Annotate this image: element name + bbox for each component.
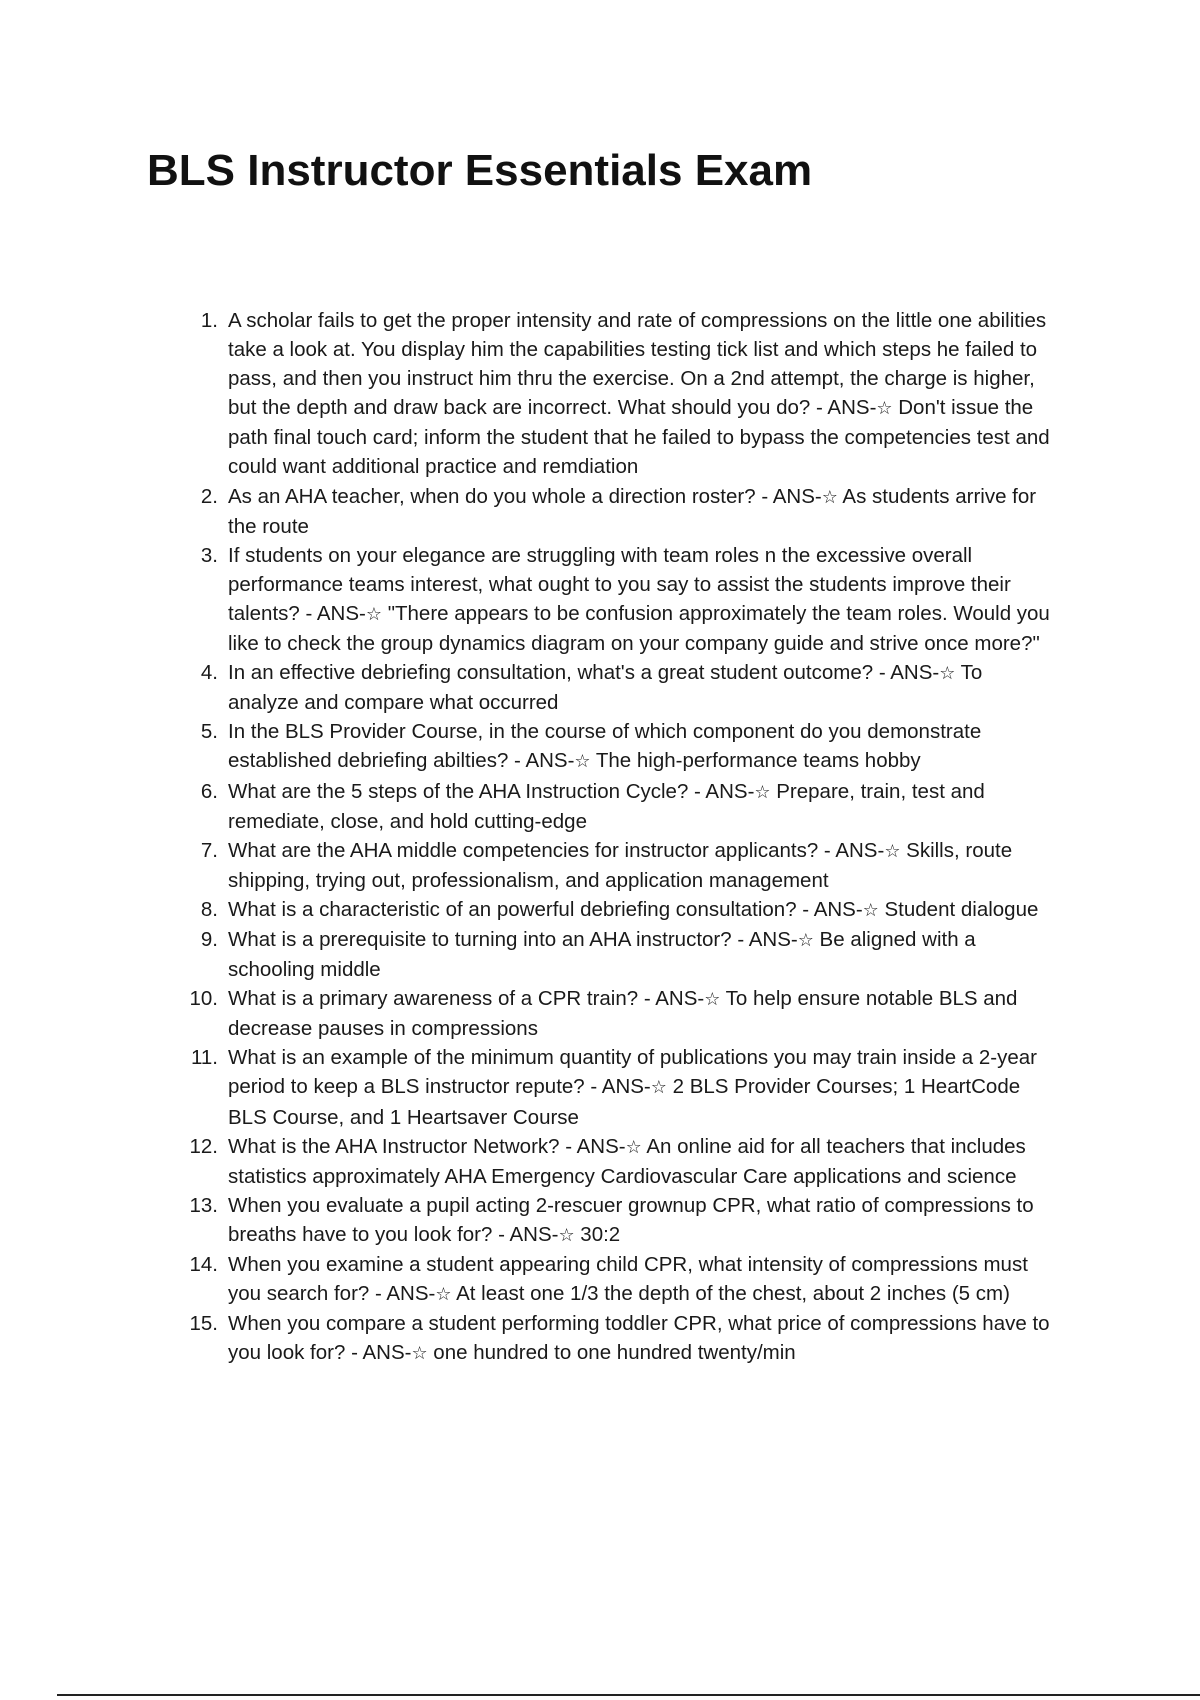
star-icon: ☆: [650, 1077, 667, 1098]
star-icon: ☆: [884, 840, 901, 861]
item-number: 7.: [200, 838, 218, 862]
star-icon: ☆: [558, 1224, 575, 1245]
answer-text: one hundred to one hundred twenty/min: [427, 1341, 796, 1365]
question-text: What are the 5 steps of the AHA Instruction Cycle? - ANS-: [228, 779, 755, 803]
item-text: [218, 836, 1058, 895]
list-item: [178, 895, 1058, 925]
item-text: [218, 1191, 1058, 1250]
item-text: [218, 777, 1058, 836]
answer-text: Prepare, train, test and remediate, close, and hold cutting-edge: [228, 779, 985, 833]
item-number: 12.: [189, 1134, 218, 1158]
item-text: [218, 925, 1058, 984]
star-icon: ☆: [574, 751, 591, 772]
list-item: [178, 925, 1058, 984]
item-number: 15.: [189, 1312, 218, 1336]
question-text: In the BLS Provider Course, in the course of which component do you demonstrate established debriefing abilties? - ANS-: [228, 720, 982, 773]
answer-text: The high-performance teams hobby: [590, 749, 921, 773]
question-text: When you evaluate a pupil acting 2-rescuer grownup CPR, what ratio of compressions to breaths have to you look for? - ANS-: [228, 1193, 1034, 1246]
answer-text: 2 BLS Provider Courses; 1 HeartCode BLS Course, and 1 Heartsaver Course: [228, 1075, 1021, 1129]
item-number: 10.: [189, 987, 218, 1011]
list-item: [178, 482, 1058, 541]
item-number: 3.: [200, 543, 218, 567]
list-item: [178, 777, 1058, 836]
answer-text: Be aligned with a schooling middle: [228, 927, 976, 982]
list-item: [178, 717, 1058, 776]
star-icon: ☆: [821, 486, 838, 507]
item-number: 11.: [191, 1046, 218, 1070]
question-text: A scholar fails to get the proper intensity and rate of compressions on the little one abilities take a look at. You display him the capabilities testing tick list and which steps he failed to pass, and then you instruct him thru the exercise. On a 2nd attempt, the charge is higher, but the depth and draw back are incorrect. What should you do? - ANS-: [228, 309, 1047, 420]
star-icon: ☆: [625, 1136, 642, 1157]
question-text: If students on your elegance are struggling with team roles n the excessive overall performance teams interest, what ought to you say to assist the students improve their talents? - ANS-: [228, 543, 1011, 625]
item-text: [218, 658, 1058, 717]
star-icon: ☆: [797, 929, 814, 950]
answer-text: "There appears to be confusion approximately the team roles. Would you like to check the group dynamics diagram on your company guide and strive once more?": [228, 601, 1050, 656]
item-number: 1.: [200, 309, 218, 332]
star-icon: ☆: [876, 398, 893, 419]
answer-text: To help ensure notable BLS and decrease pauses in compressions: [228, 987, 1018, 1041]
list-item: [178, 1043, 1058, 1131]
answer-text: At least one 1/3 the depth of the chest, about 2 inches (5 cm): [451, 1282, 1010, 1306]
list-item: [178, 1250, 1058, 1309]
item-text: [218, 482, 1058, 541]
answer-text: Student dialogue: [878, 897, 1039, 921]
item-text: [218, 717, 1058, 776]
question-text: What are the AHA middle competencies for instructor applicants? - ANS-: [228, 838, 885, 862]
star-icon: ☆: [435, 1284, 452, 1305]
star-icon: ☆: [704, 989, 721, 1010]
question-text: When you compare a student performing toddler CPR, what price of compressions have to you look for? - ANS-: [228, 1312, 1050, 1365]
item-number: 6.: [200, 779, 218, 803]
item-text: [218, 1250, 1058, 1309]
question-text: As an AHA teacher, when do you whole a direction roster? - ANS-: [228, 484, 822, 508]
item-number: 2.: [200, 484, 218, 508]
item-text: [218, 984, 1058, 1043]
item-text: [218, 541, 1058, 658]
item-text: [218, 1043, 1058, 1131]
item-text: [218, 1132, 1058, 1191]
item-number: 9.: [200, 927, 218, 951]
list-item: [178, 541, 1058, 658]
star-icon: ☆: [862, 899, 879, 920]
list-item: [178, 306, 1058, 482]
question-text: What is a prerequisite to turning into an AHA instructor? - ANS-: [228, 927, 798, 951]
question-text: What is the AHA Instructor Network? - ANS-: [228, 1134, 626, 1158]
question-answer-list: [178, 306, 1058, 1368]
item-number: 14.: [189, 1253, 218, 1276]
star-icon: ☆: [365, 603, 383, 624]
answer-text: As students arrive for the route: [228, 484, 1037, 538]
question-text: In an effective debriefing consultation, what's a great student outcome? - ANS-: [228, 661, 940, 685]
item-number: 13.: [189, 1193, 218, 1217]
list-item: [178, 1191, 1058, 1250]
answer-text: Skills, route shipping, trying out, professionalism, and application management: [228, 838, 1013, 892]
list-item: [178, 1132, 1058, 1191]
list-item: [178, 984, 1058, 1043]
item-text: [218, 895, 1058, 925]
answer-text: 30:2: [574, 1222, 621, 1246]
star-icon: ☆: [754, 781, 771, 802]
item-text: [218, 306, 1058, 482]
footer-divider: [57, 1694, 1200, 1696]
item-text: [218, 1309, 1058, 1368]
list-item: [178, 836, 1058, 895]
answer-text: An online aid for all teachers that includes statistics approximately AHA Emergency Cardiovascular Care applications and science: [228, 1134, 1026, 1188]
list-item: [178, 658, 1058, 717]
list-item: [178, 1309, 1058, 1368]
answer-text: Don't issue the path final touch card; inform the student that he failed to bypass the competencies test and could want additional practice and remdiation: [228, 396, 1050, 479]
item-number: 4.: [200, 661, 218, 685]
item-number: 5.: [200, 720, 218, 744]
star-icon: ☆: [939, 663, 956, 684]
question-text: What is a characteristic of an powerful debriefing consultation? - ANS-: [228, 897, 863, 921]
star-icon: ☆: [411, 1343, 428, 1364]
page-title: BLS Instructor Essentials Exam: [147, 146, 813, 195]
question-text: What is an example of the minimum quantity of publications you may train inside a 2-year period to keep a BLS instructor repute? - ANS-: [228, 1046, 1037, 1099]
question-text: What is a primary awareness of a CPR train? - ANS-: [228, 987, 705, 1011]
answer-text: To analyze and compare what occurred: [228, 661, 983, 715]
question-text: When you examine a student appearing child CPR, what intensity of compressions must you search for? - ANS-: [228, 1253, 1028, 1306]
item-number: 8.: [200, 897, 218, 921]
